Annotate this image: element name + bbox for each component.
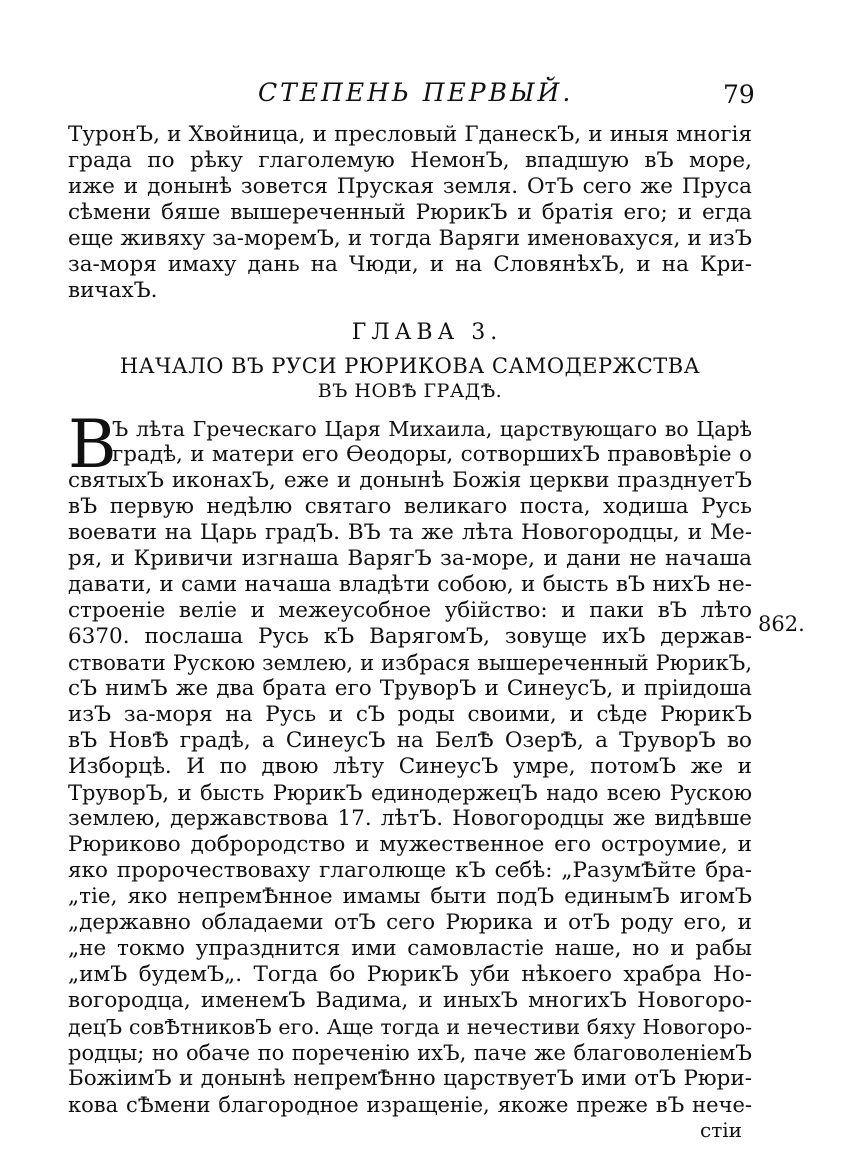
text-line: „тіе, яко непремѢнное имамы быти подЪ единымЪ игомЪ [68, 884, 752, 909]
text-line: Ъ лѣта Греческаго Царя Михаила, царствующаго во Царѣ [112, 417, 752, 441]
text-line: Изборцѣ. И по двою лѣту СинеусЪ умре, потомЪ же и [68, 754, 752, 779]
text-line: за-моря имаху дань на Чюди, и на СловянѣхЪ, и на Кри- [68, 252, 752, 277]
chapter-subtitle: ВЪ НОВѢ ГРАДѢ. [317, 380, 503, 402]
drop-cap: В [68, 406, 117, 483]
text-line: ТруворЪ, и бысть РюрикЪ единодержецЪ надо всею Рускою [68, 781, 752, 805]
running-title: СТЕПЕНЬ ПЕРВЫЙ. [258, 78, 574, 107]
text-line: иже и донынѣ зовется Пруская земля. ОтЪ сего же Пруса [68, 174, 752, 199]
text-line: ТуронЪ, и Хвойница, и пресловый ГданескЪ, и иныя многія [68, 122, 752, 147]
text-line: изЪ за-моря на Русь и сЪ роды своими, и сѣде РюрикЪ [68, 702, 752, 727]
text-line: землею, державствова 17. лѣтЪ. Новогородцы же видѣвше [68, 806, 752, 831]
catchword: стіи [700, 1118, 742, 1142]
text-line: БожіимЪ и донынѣ непремѢнно царствуетЪ ими отЪ Рюри- [68, 1066, 752, 1091]
chapter-label: ГЛАВА 3. [351, 320, 503, 345]
text-line: сЪ нимЪ же два брата его ТруворЪ и СинеусЪ, и пріидоша [68, 676, 752, 701]
text-line: 6370. послаша Русь кЪ ВарягомЪ, зовуще ихЪ держав- [68, 624, 752, 649]
text-line: ствовати Рускою землею, и избрася вышереченный РюрикЪ, [68, 651, 752, 675]
text-line: града по рѣку глаголемую НемонЪ, впадшую вЪ море, [68, 148, 752, 173]
text-line: Рюриково доброродство и мужественное его остроумие, и [68, 832, 752, 857]
margin-note-year: 862. [758, 612, 805, 636]
text-line: „державно обладаеми отЪ сего Рюрика и отЪ роду его, и [68, 910, 752, 935]
text-line: еще живяху за-моремЪ, и тогда Варяги именовахуся, и изЪ [68, 226, 752, 251]
text-line: „имЪ будемЪ„. Тогда бо РюрикЪ уби нѣкоего храбра Но- [68, 962, 752, 987]
text-line: сѣмени бяше вышереченный РюрикЪ и братія его; и егда [68, 200, 752, 225]
text-line: вогородца, именемЪ Вадима, и иныхЪ многихЪ Новогоро- [68, 988, 752, 1013]
text-line: градѣ, и матери его Ѳеодоры, сотворшихЪ правовѣріе о [112, 442, 752, 467]
chapter-title: НАЧАЛО ВЪ РУСИ РЮРИКОВА САМОДЕРЖСТВА [119, 354, 701, 378]
text-line: кова сѢмени благородное изращеніе, якоже преже вЪ нече- [68, 1093, 752, 1117]
text-line: родцы; но обаче по пореченію ихЪ, паче же благоволеніемЪ [68, 1041, 752, 1065]
text-line: воевати на Царь градЪ. ВЪ та же лѣта Новогородцы, и Ме- [68, 520, 752, 545]
text-line: давати, и сами начаша владѣти собою, и бысть вЪ нихЪ не- [68, 572, 752, 597]
text-line: вЪ первую недѣлю святаго великаго поста, ходиша Русь [68, 494, 752, 519]
text-line: децЪ совѢтниковЪ его. Аще тогда и нечестиви бяху Новогоро- [68, 1015, 752, 1039]
text-line: святыхЪ иконахЪ, еже и донынѣ Божія церкви празднуетЪ [68, 468, 752, 493]
text-line: ря, и Кривичи изгнаша ВарягЪ за-море, и дани не начаша [68, 546, 752, 571]
text-line: „не токмо упразднится ими самовластіе наше, но и рабы [68, 936, 752, 961]
text-line: яко пророчествоваху глаголюще кЪ себѣ: „РазумѢйте бра- [68, 858, 752, 883]
page-number: 79 [723, 80, 755, 109]
text-line: вичахЪ. [68, 278, 158, 303]
text-line: строеніе веліе и межеусобное убійство: и паки вЪ лѣто [68, 598, 752, 623]
text-line: вЪ НовѢ градѣ, а СинеусЪ на БелѢ ОзерѢ, а ТруворЪ во [68, 728, 752, 753]
